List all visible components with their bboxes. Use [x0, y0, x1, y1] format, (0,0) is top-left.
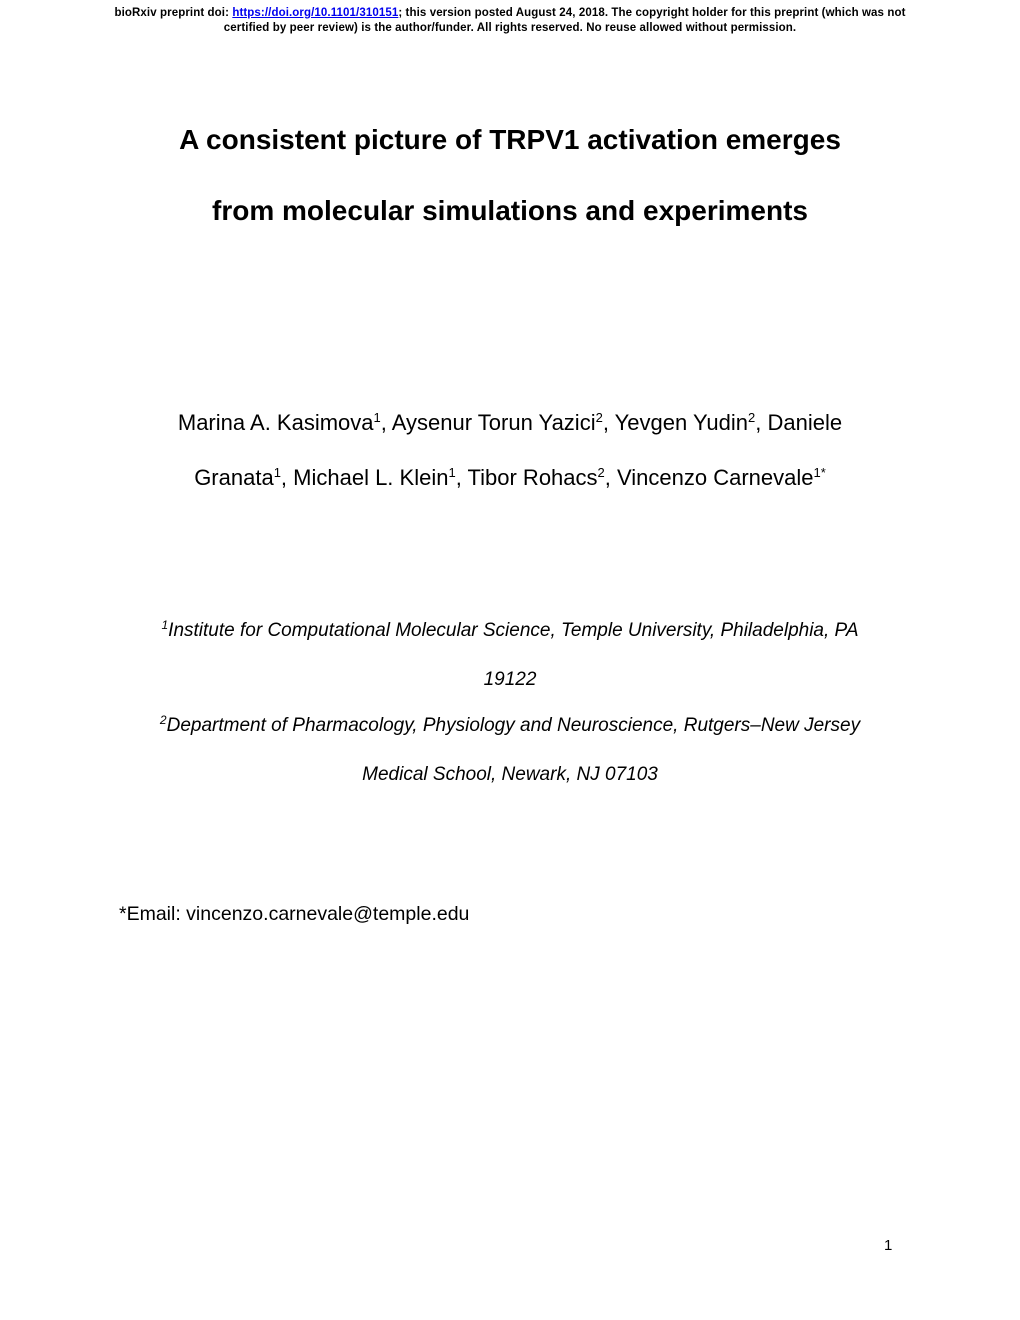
author-affiliation-superscript: 1*: [813, 465, 826, 480]
author-name: Granata: [194, 465, 274, 490]
author-name: , Daniele: [755, 410, 843, 435]
preprint-notice-suffix: ; this version posted August 24, 2018. The copyright holder for this preprint (which was not: [398, 7, 906, 19]
author-affiliation-superscript: 1: [448, 465, 456, 480]
author-affiliation-superscript: 1: [373, 410, 381, 425]
authors-line-2: [0, 465, 1020, 491]
author-name: , Vincenzo Carnevale: [604, 465, 814, 490]
preprint-notice-line-1: [0, 6, 1020, 21]
preprint-notice-line-2: certified by peer review) is the author/funder. All rights reserved. No reuse allowed without permission.: [223, 22, 797, 34]
authors-line-1: [0, 410, 1020, 436]
author-affiliation-superscript: 2: [595, 410, 603, 425]
affiliation-1-line-1: [0, 619, 1020, 642]
affiliation-superscript: 2: [159, 713, 167, 727]
author-name: , Tibor Rohacs: [455, 465, 598, 490]
page-number: 1: [884, 1237, 893, 1254]
affiliation-2-line-1: [0, 714, 1020, 737]
author-name: , Aysenur Torun Yazici: [380, 410, 596, 435]
affiliation-text: Department of Pharmacology, Physiology and Neuroscience, Rutgers–New Jersey: [166, 715, 861, 736]
paper-title-line-2: from molecular simulations and experiments: [212, 195, 808, 226]
author-affiliation-superscript: 1: [273, 465, 281, 480]
corresponding-email: *Email: vincenzo.carnevale@temple.edu: [119, 903, 470, 925]
affiliation-superscript: 1: [161, 618, 169, 632]
author-affiliation-superscript: 2: [748, 410, 756, 425]
affiliation-text: Institute for Computational Molecular Science, Temple University, Philadelphia, PA: [168, 620, 859, 641]
paper-title-line-1: A consistent picture of TRPV1 activation emerges: [179, 124, 841, 155]
author-name: , Michael L. Klein: [280, 465, 449, 490]
author-affiliation-superscript: 2: [597, 465, 605, 480]
author-name: Marina A. Kasimova: [177, 410, 374, 435]
author-name: , Yevgen Yudin: [602, 410, 749, 435]
doi-link[interactable]: https://doi.org/10.1101/310151: [232, 7, 399, 19]
preprint-notice-prefix: bioRxiv preprint doi:: [114, 7, 233, 19]
affiliation-2-line-2: Medical School, Newark, NJ 07103: [362, 764, 658, 785]
affiliation-1-line-2: 19122: [483, 669, 537, 690]
preprint-notice: [0, 6, 1020, 36]
